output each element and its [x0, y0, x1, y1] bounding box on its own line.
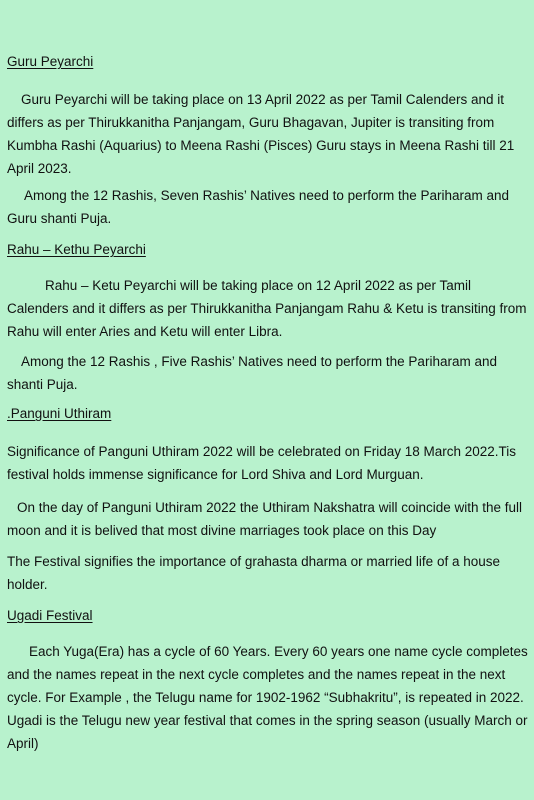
paragraph-rahu-kethu-1: Rahu – Ketu Peyarchi will be taking place on 12 April 2022 as per Tamil Calenders and it differs as per Thirukkanitha Panjangam Rahu & Ketu is transiting from Rahu will enter Aries and Ketu will enter Libra. — [7, 278, 527, 339]
paragraph-panguni-uthiram-1: Significance of Panguni Uthiram 2022 will be celebrated on Friday 18 March 2022.Tis festival holds immense significance for Lord Shiva and Lord Murguan. — [7, 444, 517, 482]
heading-guru-peyarchi: Guru Peyarchi — [7, 54, 94, 69]
heading-panguni-uthiram: .Panguni Uthiram — [7, 406, 112, 421]
paragraph-panguni-uthiram-2: On the day of Panguni Uthiram 2022 the Uthiram Nakshatra will coincide with the full moon and it is belived that most divine marriages took place on this Day — [7, 500, 523, 538]
heading-ugadi-festival: Ugadi Festival — [7, 608, 93, 623]
paragraph-guru-peyarchi-2: Among the 12 Rashis, Seven Rashis’ Natives need to perform the Pariharam and Guru shanti Puja. — [7, 188, 510, 226]
paragraph-panguni-uthiram-3: The Festival signifies the importance of grahasta dharma or married life of a house holder. — [7, 554, 500, 592]
paragraph-guru-peyarchi-1: Guru Peyarchi will be taking place on 13 April 2022 as per Tamil Calenders and it differs as per Thirukkanitha Panjangam, Guru Bhagavan, Jupiter is transiting from Kumbha Rashi (Aquarius) to Meena Rashi (Pisces) Guru stays in Meena Rashi till 21 April 2023. — [7, 92, 515, 176]
paragraph-ugadi-festival-1: Each Yuga(Era) has a cycle of 60 Years. Every 60 years one name cycle completes and the names repeat in the next cycle completes and the names repeat in the next cycle. For Example , the Telugu name for 1902-1962 “Subhakritu”, is repeated in 2022. Ugadi is the Telugu new year festival that comes in the spring season (usually March or April) — [7, 644, 528, 751]
heading-rahu-kethu-peyarchi: Rahu – Kethu Peyarchi — [7, 242, 146, 257]
paragraph-rahu-kethu-2: Among the 12 Rashis , Five Rashis’ Natives need to perform the Pariharam and shanti Puja. — [7, 354, 497, 392]
